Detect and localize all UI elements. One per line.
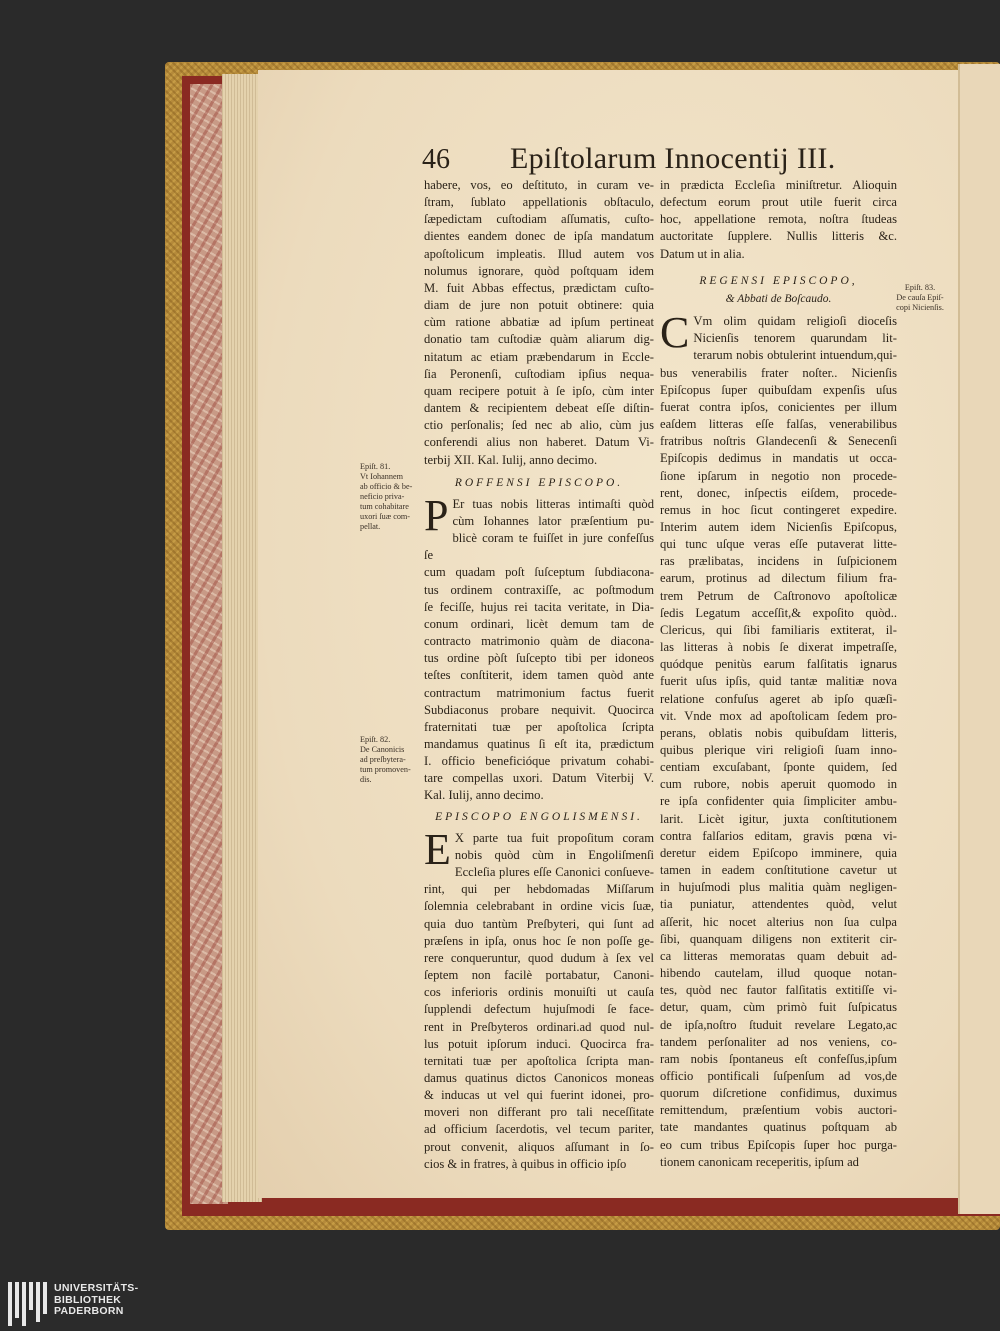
- text-line: ctio perſonalis; ſed nec ab alio, cùm jus: [424, 418, 654, 433]
- text-line: officio pontificali ſuſpenſum ad vos,de: [660, 1068, 897, 1083]
- text-line: cum rubore, nobis aperuit quomodo in: [660, 777, 897, 792]
- text-line: quibus plerique viri religioſi ſuam inno-: [660, 743, 897, 757]
- dropcap-82: E: [424, 824, 451, 874]
- letter-heading-83: REGENSI EPISCOPO,: [699, 274, 858, 287]
- text-line: qui tunc uſque veras eſſe putaverat litte-: [660, 537, 897, 552]
- text-line: Epiſcopus ſuper quibuſdam expenſis uſus: [660, 382, 897, 397]
- text-line: deretur eidem Epiſcopo imminere, quia: [660, 845, 897, 860]
- marginal-line: uxori ſuæ com-: [360, 512, 411, 521]
- text-line: cios & in fratres, à quibus in officio ipſo: [424, 1156, 627, 1171]
- text-line: de ipſa,noſtro ſtuduit revelare Legato,ac: [660, 1017, 897, 1032]
- text-line: dientes eandem donec de ipſa mandatum: [424, 229, 654, 244]
- text-line: aſſerit, hic nocet alterius non ſua culpa: [660, 914, 897, 929]
- page-edges: [222, 74, 262, 1202]
- text-line: apoſtolicum impleatis. Illud autem vos: [424, 246, 654, 261]
- text-line: tare compellas uxori. Datum Viterbij V.: [424, 771, 654, 786]
- text-line: remus in hoc ſicut contingeret expedire.: [660, 502, 897, 517]
- text-line: Kal. Iulij, anno decimo.: [424, 788, 544, 803]
- text-line: terarum nobis obtulerint intuendum,qui-: [693, 348, 897, 363]
- text-line: terbij XII. Kal. Iulij, anno decimo.: [424, 452, 598, 467]
- text-line: cum quadam poſt ſuſceptum ſubdiacona-: [424, 565, 654, 580]
- institution-line: UNIVERSITÄTS-: [54, 1282, 139, 1294]
- text-line: fuerat contra ipſos, conicientes per illum: [660, 399, 897, 414]
- text-line: remittendum, præſentium vobis auctori-: [660, 1103, 897, 1118]
- text-line: conum ordinari, licèt demum tam de: [424, 616, 654, 631]
- text-line: ras prælibatas, incidens in ſuſpicionem: [660, 554, 897, 569]
- text-line: præſens in ipſa, onus hoc ſe non poſſe ge-: [424, 933, 654, 948]
- running-header: [422, 140, 922, 180]
- text-line: contracto matrimonio quàm de diacona-: [424, 634, 654, 649]
- text-line: nobis quòd cùm in Engoliſmenſi: [454, 847, 654, 862]
- text-line: tus ordine pòſt ſuſcepto tibi per idoneos: [424, 651, 654, 666]
- text-line: eo cum tribus Epiſcopis ſuper hoc purga-: [660, 1137, 897, 1152]
- facing-page-edge: [958, 64, 1000, 1214]
- text-line: ſtram, ſublato appellationis obſtaculo,: [424, 195, 654, 210]
- text-line: fraternitati tuæ per apoſtolica ſcripta: [424, 719, 654, 734]
- text-line: blicè coram te fuiſſet in jure confeſſus ſe: [424, 531, 654, 563]
- marginal-line: tum cohabitare: [360, 502, 409, 511]
- text-line: Er tuas nobis litteras intimaſti quòd: [452, 496, 654, 511]
- marginal-note-83: [888, 283, 952, 313]
- text-line: vit. Vnde mox ad apoſtolicam ſedem pro-: [660, 708, 897, 723]
- text-line: tandem perſonaliter ad nos veniens, co-: [660, 1034, 897, 1049]
- text-line: & inducas ut vel qui fuerint idonei, pro-: [424, 1088, 654, 1103]
- marginal-line: pellat.: [360, 522, 381, 531]
- text-line: contra falſarios editam, gravis pœna vi-: [660, 828, 897, 843]
- text-line: ſupplendi defectum hujuſmodi ſe facе-: [424, 1002, 654, 1017]
- marginal-line: De Canonicis: [360, 745, 405, 754]
- library-barcode-logo-icon: [8, 1282, 52, 1326]
- text-line: quia duo tantùm Preſbyteri, qui ſunt ad: [424, 916, 654, 931]
- text-line: Eccleſia plures eſſe Canonici conſueve-: [454, 865, 654, 880]
- text-line: ca litteras memoratas quam debuit ad-: [660, 948, 897, 963]
- marginal-line: Epiſt. 83.: [904, 283, 936, 292]
- text-line: quódque penitùs earum falſitatis ignarus: [660, 657, 897, 672]
- text-line: Datum ut in alia.: [660, 246, 745, 261]
- institution-line: PADERBORN: [54, 1305, 124, 1317]
- text-line: Nicienſis tenorem quarundam lit-: [693, 331, 897, 346]
- marginal-line: De cauſa Epiſ-: [896, 293, 944, 302]
- text-line: ram nobis ſpontaneus eſt confeſſus,ipſum: [660, 1051, 897, 1066]
- text-line: diam de jure non potuit obtinere: quia: [424, 298, 654, 313]
- text-line: tes, quòd nec fautor falſitatis extitiſſe vi-: [660, 983, 897, 998]
- text-line: Epiſcopis dedimus in mandatis ut occa-: [660, 451, 897, 466]
- continued-letter: [424, 177, 654, 469]
- text-line: ſia Peronenſi, cuſtodiam ipſius nequa-: [424, 366, 654, 381]
- text-line: hoc, appellatione remota, noſtra ſtudeas: [660, 212, 897, 227]
- letter-heading-82: EPISCOPO ENGOLISMENSI.: [435, 810, 643, 823]
- text-line: M. fuit Abbas effectus, prædictam cuſto-: [424, 280, 654, 295]
- text-line: rint, qui per hebdomadas Miſſarum: [424, 882, 654, 897]
- text-line: ad officium ſacerdotis, vel tecum pariter,: [424, 1122, 654, 1137]
- text-line: ſolemnia celebrabant in ordine vicis ſuæ,: [424, 899, 654, 914]
- text-line: rere conqueruntur, quod dudum à ſex vel: [424, 950, 654, 965]
- dropcap-81: P: [424, 490, 449, 540]
- marginal-line: dis.: [360, 775, 372, 784]
- text-line: detur, quam, cùm primò fuit ſuſpicatus: [660, 1000, 897, 1015]
- text-line: hibendo cautelam, illud quoque notan-: [660, 966, 897, 981]
- text-line: contractum matrimonium factus fuerit: [424, 685, 654, 700]
- text-line: Vm olim quidam religioſi dioceſis: [693, 314, 897, 329]
- text-line: habere, vos, eo deſtituto, in curam ve-: [424, 178, 654, 192]
- text-line: las litteras à nobis ſe dixerat impetraſſe,: [660, 640, 897, 655]
- institution-name: [54, 1283, 138, 1318]
- marginal-note-81: [360, 462, 420, 532]
- text-line: ſibi, quanquam diligens non extiterit cir-: [660, 931, 897, 946]
- dropcap-83: C: [660, 308, 690, 358]
- letter-subheading-83: & Abbati de Boſcaudo.: [725, 292, 832, 305]
- text-line: I. officio beneficióque privatum cohabi-: [424, 754, 654, 769]
- text-line: tia puniatur, attendentes quòd, velut: [660, 897, 897, 912]
- marginal-line: copi Nicienſis.: [896, 303, 944, 312]
- text-line: defectum eorum prout utile fuerit circa: [660, 195, 897, 210]
- text-line: tate mandantes quatinus poſtquam ab: [660, 1120, 897, 1135]
- text-line: centiam excuſabant, ſponte quidem, ſed: [660, 760, 897, 775]
- text-line: X parte tua fuit propoſitum coram: [454, 830, 654, 845]
- text-line: tamen in eadem conſtitutione cavetur ut: [660, 863, 897, 878]
- text-line: Clericus, qui ſibi familiaris extiterat, il-: [660, 622, 897, 637]
- text-line: Interim autem idem Nicienſis Epiſcopus,: [660, 519, 897, 534]
- text-line: quam recipere potuit à ſe ipſo, cùm inter: [424, 383, 654, 398]
- marginal-line: tum promoven-: [360, 765, 411, 774]
- footer-bar: [0, 1280, 1000, 1331]
- text-column-right: [660, 177, 897, 1171]
- marginal-line: ab officio & be-: [360, 482, 413, 491]
- text-line: moveri non differant pro tali neceſſitate: [424, 1105, 654, 1120]
- text-line: in prædicta Eccleſia miniſtretur. Alioquin: [660, 178, 897, 192]
- text-line: cùm Iohannes lator præſentium pu-: [452, 513, 654, 528]
- text-line: bus venerabilis frater noſter.. Nicienſis: [660, 365, 897, 380]
- institution-line: BIBLIOTHEK: [54, 1293, 122, 1306]
- continued-letter: [660, 177, 897, 263]
- text-line: relatione confuſus ageret ab ipſo quæſi-: [660, 691, 897, 706]
- text-line: ſeptem non facilè portabatur, Canoni-: [424, 968, 654, 983]
- text-line: mandamus quatinus ſi eſt ita, prædictum: [424, 737, 654, 751]
- text-line: dantem & recipientem debeat eſſe diſtin-: [424, 401, 654, 416]
- text-line: rent, donec, inſpectis eiſdem, procede-: [660, 485, 897, 500]
- text-line: Subdiaconus probare nequivit. Quocirca: [424, 702, 654, 717]
- text-line: damus quatinus dictos Canonicos moneas: [424, 1070, 654, 1085]
- text-line: larit. Licèt igitur, juxta conſtitutionem: [660, 811, 897, 826]
- marginal-line: ad preſbytera-: [360, 755, 406, 764]
- marginal-note-82: [360, 735, 420, 785]
- letter-81: [424, 490, 654, 805]
- marginal-line: Epiſt. 82.: [360, 735, 391, 744]
- text-line: ſe feciſſe, hujus rei tacita veritate, in Dia-: [424, 599, 654, 614]
- text-line: lus potuit ipſorum induci. Quocirca fra-: [424, 1036, 654, 1051]
- text-line: ſione ipſarum in negotio non procede-: [660, 468, 897, 483]
- letter-heading-81: ROFFENSI EPISCOPO.: [454, 476, 624, 489]
- text-line: ſæpedictam cuſtodiam aſſumatis, cuſto-: [424, 212, 654, 227]
- letter-83: [660, 308, 897, 1171]
- text-column-left: [424, 177, 654, 1173]
- text-line: earum, protinus ad dilectum filium fra-: [660, 571, 897, 586]
- marginal-line: neficio priva-: [360, 492, 405, 501]
- text-line: tionem canonicam receperitis, ipſum ad: [660, 1154, 859, 1169]
- text-line: quorum diſcretione confidimus, duximus: [660, 1086, 897, 1101]
- text-line: teſtes conſtiterit, idem tamen quòd ante: [424, 668, 654, 683]
- text-line: ternitati tuæ per apoſtolica ſcripta man-: [424, 1053, 654, 1068]
- text-line: re ipſa confidenter quia ſimpliciter ambu-: [660, 794, 897, 809]
- text-line: tus ordinem contraxiſſe, ac poſtmodum: [424, 582, 654, 597]
- text-line: fratribus noſtris Glandecenſi & Senecenſi: [660, 434, 897, 449]
- text-line: fuerit uſus ipſis, quid tantæ malitiæ nova: [660, 674, 897, 689]
- text-line: conferendi alius non haberet. Datum Vi-: [424, 435, 654, 450]
- running-title: Epiſtolarum Innocentij III.: [510, 142, 836, 175]
- letter-82: [424, 824, 654, 1173]
- text-line: auctoritate ſupplere. Nullis litteris &c.: [660, 229, 897, 244]
- text-line: in hujuſmodi plus malitia quàm negligen-: [660, 880, 897, 895]
- text-line: eaſdem litteras eſſe falſas, venerabilibus: [660, 417, 897, 432]
- text-line: prout convenit, aliquos aſſumant in ſo-: [424, 1139, 654, 1154]
- text-line: trem Petrum de Caſtronovo apoſtolicæ: [660, 588, 897, 603]
- page-number: 46: [422, 144, 450, 175]
- text-line: nolumus ignorare, quòd poſtquam idem: [424, 263, 654, 278]
- text-line: cùm ratione abbatiæ ad ipſum pertineat: [424, 315, 654, 330]
- text-line: cos inferioris ordinis monuiſti ut cauſa: [424, 985, 654, 1000]
- text-line: perans, oblatis nobis quibuſdam litteris,: [660, 725, 897, 740]
- marginal-line: Vt Iohannem: [360, 472, 403, 481]
- text-line: donatio tam cuſtodiæ quàm aliarum dig-: [424, 332, 654, 347]
- text-line: rent in Preſbyteros ordinari.ad quod nul-: [424, 1019, 654, 1034]
- text-line: nitatum ac etiam præbendarum in Eccle-: [424, 349, 654, 364]
- marginal-line: Epiſt. 81.: [360, 462, 391, 471]
- text-line: ſedis Legatum acceſſit,& expoſito quòd..: [660, 605, 897, 620]
